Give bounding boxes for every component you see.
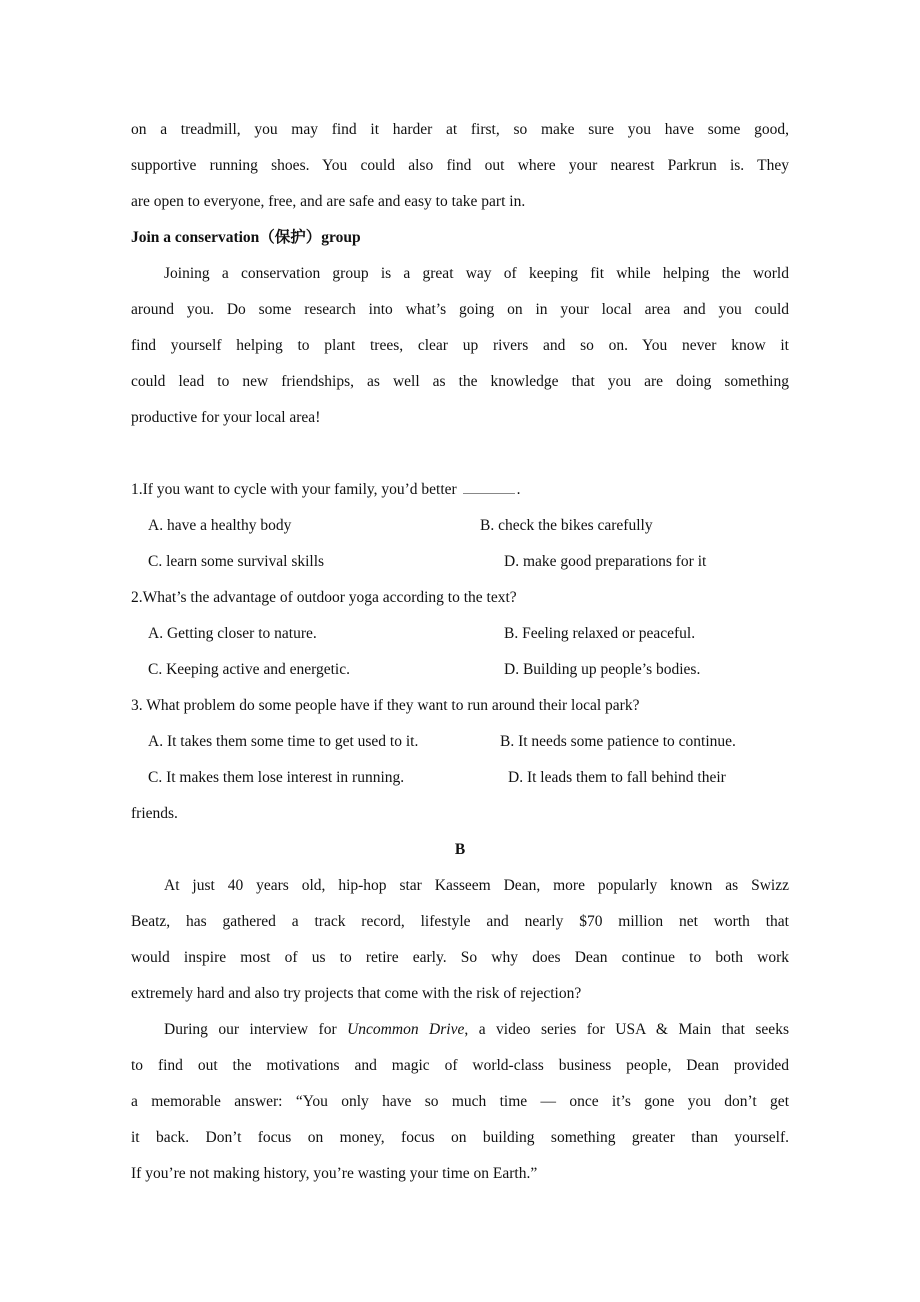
paragraph-line: around you. Do some research into what’s going on in your local area and you could <box>131 301 789 318</box>
paragraph-line: on a treadmill, you may find it harder at first, so make sure you have some good, <box>131 121 789 138</box>
paragraph-line: If you’re not making history, you’re wasting your time on Earth.” <box>131 1165 538 1182</box>
question-3-stem: 3. What problem do some people have if they want to run around their local park? <box>131 697 640 714</box>
paragraph-line: would inspire most of us to retire early. So why does Dean continue to both work <box>131 949 789 966</box>
text-run: , a video series for USA & Main that seeks <box>464 1021 789 1038</box>
question-3-option-c: C. It makes them lose interest in running. <box>148 769 405 786</box>
question-1-option-d: D. make good preparations for it <box>504 553 707 570</box>
paragraph-line: At just 40 years old, hip-hop star Kasseem Dean, more popularly known as Swizz <box>164 877 789 894</box>
question-end: . <box>516 481 521 498</box>
paragraph-line: are open to everyone, free, and are safe and easy to take part in. <box>131 193 526 210</box>
series-title: Uncommon Drive <box>347 1021 465 1038</box>
text-run: During our interview for <box>164 1021 348 1038</box>
paragraph-line: find yourself helping to plant trees, clear up rivers and so on. You never know it <box>131 337 789 354</box>
paragraph-line: Joining a conservation group is a great way of keeping fit while helping the world <box>164 265 789 282</box>
paragraph-line: a memorable answer: “You only have so much time — once it’s gone you don’t get <box>131 1093 789 1110</box>
paragraph-line: Beatz, has gathered a track record, lifestyle and nearly $70 million net worth that <box>131 913 789 930</box>
question-1-option-a: A. have a healthy body <box>148 517 292 534</box>
paragraph-line: could lead to new friendships, as well as the knowledge that you are doing something <box>131 373 789 390</box>
paragraph-line: supportive running shoes. You could also find out where your nearest Parkrun is. They <box>131 157 789 174</box>
question-1-stem <box>131 472 789 508</box>
paragraph-line: extremely hard and also try projects that come with the risk of rejection? <box>131 985 582 1002</box>
question-2-option-c: C. Keeping active and energetic. <box>148 661 350 678</box>
question-3-option-b: B. It needs some patience to continue. <box>500 733 736 750</box>
question-2-stem: 2.What’s the advantage of outdoor yoga according to the text? <box>131 589 517 606</box>
question-3-option-a: A. It takes them some time to get used to it. <box>148 733 419 750</box>
question-1-option-b: B. check the bikes carefully <box>480 517 653 534</box>
section-heading: Join a conservation（保护）group <box>131 229 361 246</box>
question-3-option-d-continuation: friends. <box>131 805 178 822</box>
paragraph-line: productive for your local area! <box>131 409 321 426</box>
paragraph-line <box>131 1012 789 1048</box>
answer-blank <box>463 479 515 494</box>
paragraph-line: to find out the motivations and magic of world-class business people, Dean provided <box>131 1057 789 1074</box>
question-3-option-d: D. It leads them to fall behind their <box>508 769 726 786</box>
question-2-option-a: A. Getting closer to nature. <box>148 625 317 642</box>
question-2-option-b: B. Feeling relaxed or peaceful. <box>504 625 696 642</box>
paragraph-line: it back. Don’t focus on money, focus on building something greater than yourself. <box>131 1129 789 1146</box>
question-1-option-c: C. learn some survival skills <box>148 553 325 570</box>
question-2-option-d: D. Building up people’s bodies. <box>504 661 701 678</box>
question-text: 1.If you want to cycle with your family, you’d better <box>131 481 457 498</box>
section-title: B <box>454 841 466 858</box>
